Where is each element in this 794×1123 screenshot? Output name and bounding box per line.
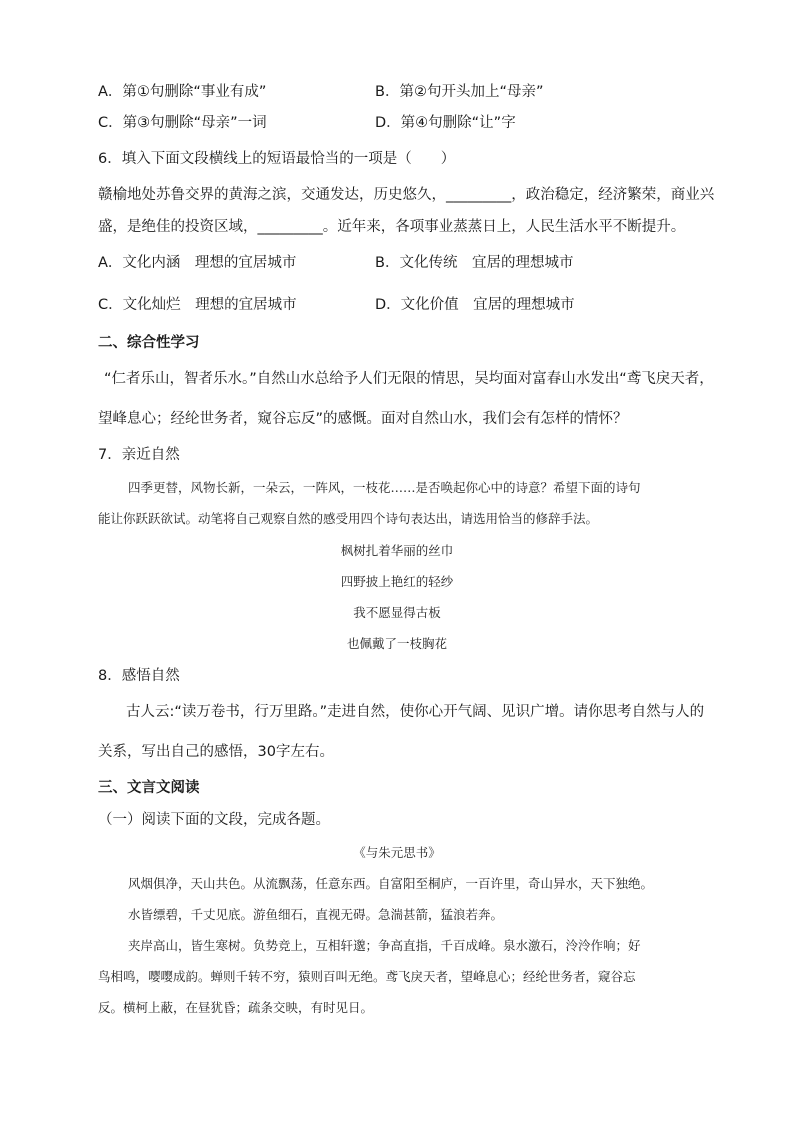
classical-text-title: 《与朱元思书》 (353, 845, 441, 860)
classical-text-line: 反。横柯上蔽，在昼犹昏；疏条交映，有时见日。 (98, 1000, 374, 1015)
section2-title: 二、综合性学习 (98, 335, 200, 351)
classical-text-line: 风烟俱净，天山共色。从流飘荡，任意东西。自富阳至桐庐，一百许里，奇山异水，天下独绝。 (128, 876, 654, 891)
q5-option-d: D．第④句删除“让”字 (375, 115, 516, 131)
q7-prompt-line2: 能让你跃跃欲试。动笔将自己观察自然的感受用四个诗句表达出，请选用恰当的修辞手法。 (98, 511, 599, 526)
q5-option-b: B．第②句开头加上“母亲” (375, 84, 544, 100)
section2-intro-line2: 望峰息心；经纶世务者，窥谷忘反”的感慨。面对自然山水，我们会有怎样的情怀？ (98, 411, 628, 427)
q6-option-a: A．文化内涵 理想的宜居城市 (98, 255, 297, 271)
q8-prompt-line2: 关系，写出自己的感悟，30字左右。 (98, 744, 334, 760)
poem-line: 也佩戴了一枝胸花 (346, 636, 447, 651)
q6-option-d: D．文化价值 宜居的理想城市 (375, 297, 575, 313)
poem-line: 枫树扎着华丽的丝巾 (340, 543, 454, 558)
classical-text-line: 水皆缥碧，千丈见底。游鱼细石，直视无碍。急湍甚箭，猛浪若奔。 (128, 907, 504, 922)
classical-text-line: 夹岸高山，皆生寒树。负势竞上，互相轩邈；争高直指，千百成峰。泉水激石，泠泠作响；好 (128, 938, 641, 953)
poem-line: 四野披上艳红的轻纱 (340, 574, 454, 589)
q8-title: 8．感悟自然 (98, 668, 180, 684)
classical-text-line: 鸟相鸣，嘤嘤成韵。蝉则千转不穷，猿则百叫无绝。鸢飞戾天者，望峰息心；经纶世务者，窥谷忘 (98, 969, 636, 984)
q6-option-b: B．文化传统 宜居的理想城市 (375, 255, 574, 271)
q5-option-a: A．第①句删除“事业有成” (98, 84, 267, 100)
q6-option-c: C．文化灿烂 理想的宜居城市 (98, 297, 297, 313)
section3-title: 三、文言文阅读 (98, 780, 200, 796)
q6-passage-line1: 赣榆地处苏鲁交界的黄海之滨，交通发达，历史悠久，_________，政治稳定，经济繁荣，商业兴 (98, 187, 715, 203)
q5-option-c: C．第③句删除“母亲”一词 (98, 115, 267, 131)
q6-passage-line2: 盛，是绝佳的投资区域，_________。近年来，各项事业蒸蒸日上，人民生活水平不断提升。 (98, 219, 686, 235)
q7-title: 7．亲近自然 (98, 447, 180, 463)
poem-line: 我不愿显得古板 (353, 605, 441, 620)
section2-intro-line1: “仁者乐山，智者乐水。”自然山水总给予人们无限的情思，吴均面对富春山水发出“鸢飞戾天者， (104, 371, 714, 387)
q8-prompt-line1: 古人云:“读万卷书，行万里路。”走进自然，使你心开气阔、见识广增。请你思考自然与人的 (126, 704, 705, 720)
q7-prompt-line1: 四季更替，风物长新，一朵云，一阵风，一枝花……是否唤起你心中的诗意？希望下面的诗句 (128, 480, 641, 495)
section3-subtitle: （一）阅读下面的文段，完成各题。 (98, 812, 330, 828)
q6-stem: 6．填入下面文段横线上的短语最恰当的一项是（ ） (98, 151, 456, 167)
